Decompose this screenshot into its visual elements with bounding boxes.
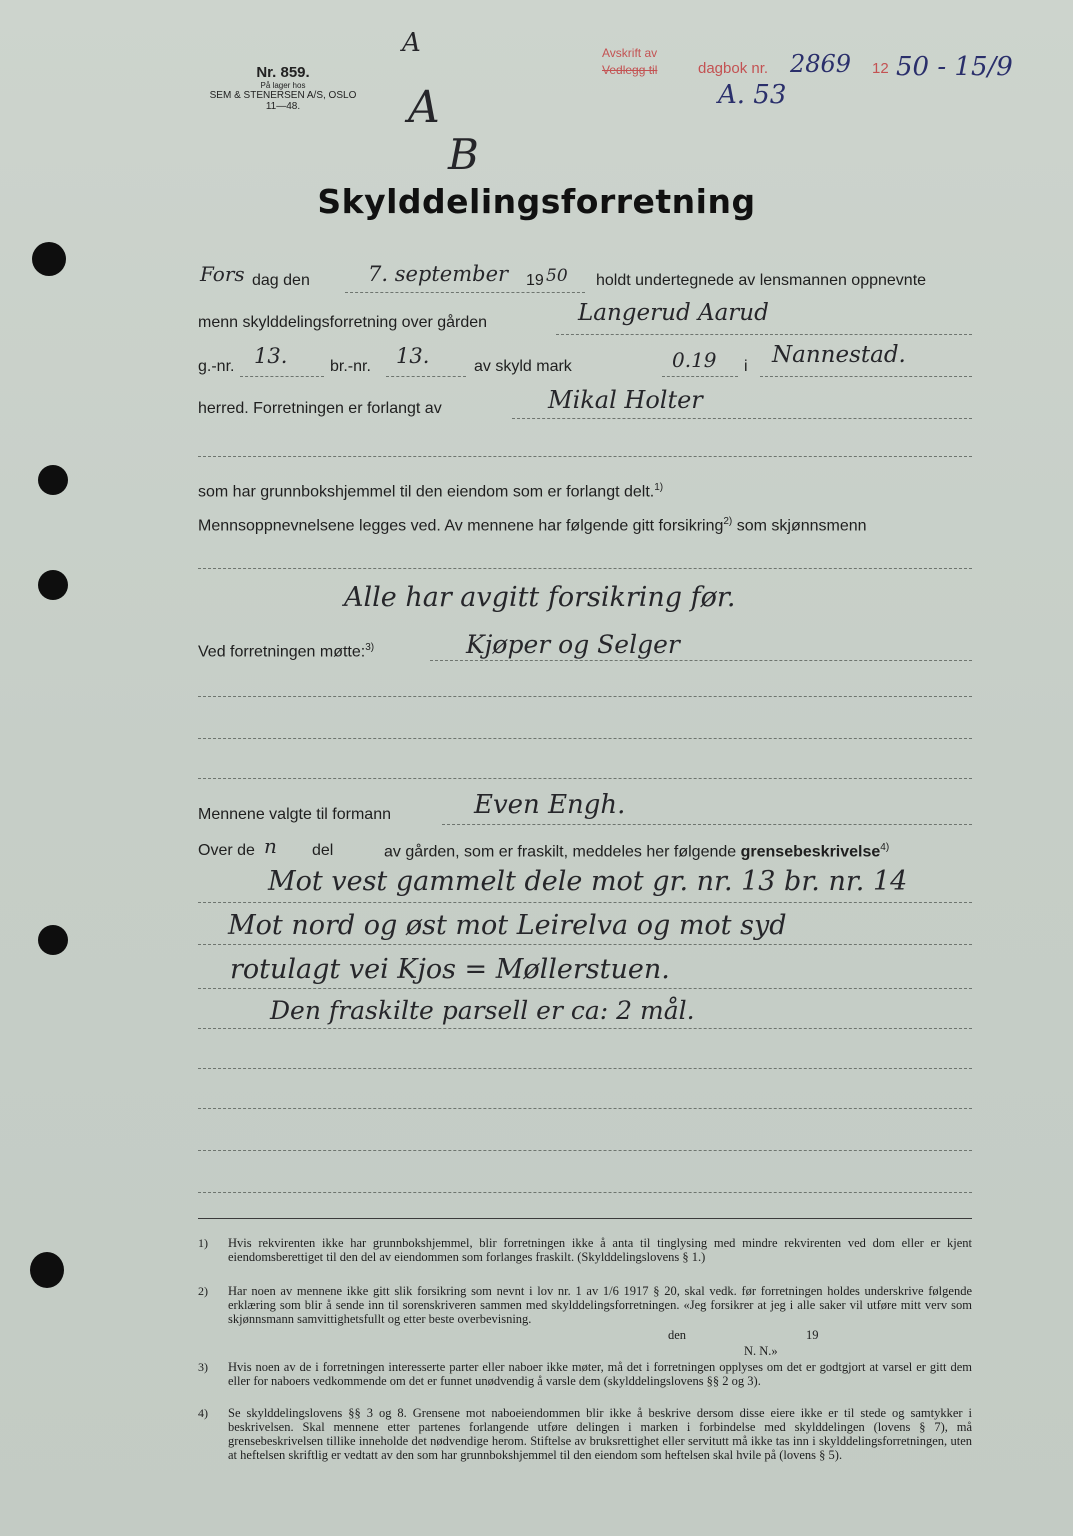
label-forlangt: herred. Forretningen er forlangt av: [198, 400, 442, 417]
form-number: Nr. 859.: [256, 64, 310, 81]
form-rule: [198, 1028, 972, 1029]
stamp-dagbok-suffix: 12: [872, 60, 889, 77]
label-av-gaarden-text: av gården, som er fraskilt, meddeles her følgende: [384, 843, 737, 861]
hw-oath: Alle har avgitt forsikring før.: [344, 582, 736, 613]
hw-skyld: 0.19: [672, 348, 717, 372]
form-rule: [662, 376, 738, 377]
handwritten-mark: B: [448, 130, 479, 179]
text-mennsoppnevnelse: [198, 516, 867, 535]
form-rule: [386, 376, 466, 377]
label-year-prefix: 19: [526, 272, 544, 289]
footnote-sign-year: 19: [806, 1328, 819, 1342]
form-rule: [198, 456, 972, 457]
form-rule: [240, 376, 324, 377]
hw-date: 7. september: [368, 262, 509, 286]
footnote-text: Hvis rekvirenten ikke har grunnbokshjemmel, blir forretningen ikke å anta til tinglysing med mindre rekvirenten ved dom eller er kjent eiendomsberettiget til den del av eiendommen som forlanges fraskilt. (Skylddelingslovens § 1.): [228, 1236, 972, 1264]
form-rule: [430, 660, 972, 661]
stamp-line-2: Vedlegg til: [602, 63, 658, 77]
footnote-ref: 1): [654, 482, 664, 493]
form-rule: [198, 738, 972, 739]
journal-stamp: [592, 46, 1042, 116]
hw-attendees: Kjøper og Selger: [466, 630, 680, 659]
label-i: i: [744, 358, 748, 375]
footnote-sign-nn: N. N.»: [744, 1344, 778, 1358]
hw-chairman: Even Engh.: [474, 790, 626, 820]
form-rule: [198, 1108, 972, 1109]
hw-year: 50: [546, 266, 568, 286]
label-motte: [198, 642, 374, 661]
hw-boundary-line: Mot nord og øst mot Leirelva og mot syd: [228, 910, 787, 941]
form-rule: [198, 902, 972, 903]
footnote-separator: [198, 1218, 972, 1219]
text-mennsoppnevnelse-body: Mennsoppnevnelsene legges ved. Av mennene har følgende gitt forsikring: [198, 517, 724, 535]
hw-bnr: 13.: [396, 344, 430, 368]
form-rule: [556, 334, 972, 335]
form-header: [198, 64, 368, 112]
label-formann: Mennene valgte til formann: [198, 806, 391, 823]
form-rule: [198, 696, 972, 697]
hw-farm: Langerud Aarud: [578, 300, 769, 326]
label-holdt: holdt undertegnede av lensmannen oppnevnte: [596, 272, 927, 289]
stamp-dagbok-number: 2869: [790, 50, 852, 78]
label-del: del: [312, 842, 334, 859]
text-skjonnsmenn: som skjønnsmenn: [732, 517, 867, 535]
form-stock-line: På lager hos: [260, 81, 306, 90]
punch-hole: [32, 242, 66, 276]
punch-hole: [38, 465, 68, 495]
footnote-number: 4): [198, 1406, 208, 1420]
punch-hole: [38, 925, 68, 955]
footnote-ref: 4): [880, 842, 890, 853]
hw-herred: Nannestad.: [772, 342, 906, 368]
hw-boundary-line: Mot vest gammelt dele mot gr. nr. 13 br. nr. 14: [268, 866, 908, 897]
handwritten-mark: A: [408, 82, 440, 133]
hw-weekday: Fors: [200, 262, 245, 286]
text-grunnbokshjemmel-body: som har grunnbokshjemmel til den eiendom som er forlangt delt.: [198, 483, 655, 501]
footnote-number: 3): [198, 1360, 208, 1374]
footnote-sign-den: den: [668, 1328, 687, 1342]
footnote-ref: 2): [723, 516, 733, 527]
hw-gnr: 13.: [254, 344, 288, 368]
hw-boundary-line: rotulagt vei Kjos = Møllerstuen.: [230, 954, 670, 985]
punch-hole: [30, 1252, 64, 1288]
stamp-dagbok-label: dagbok nr.: [698, 60, 769, 77]
form-rule: [198, 1150, 972, 1151]
form-rule: [345, 292, 585, 293]
document-title: Skylddelingsforretning: [317, 182, 756, 221]
label-gaarden: menn skylddelingsforretning over gården: [198, 314, 488, 331]
hw-requester: Mikal Holter: [548, 386, 703, 414]
footnote-number: 1): [198, 1236, 208, 1250]
label-over-de: Over de: [198, 842, 255, 859]
form-rule: [198, 988, 972, 989]
label-bnr: br.-nr.: [330, 358, 371, 375]
form-rule: [198, 568, 972, 569]
form-print-code: 11—48.: [265, 101, 301, 112]
label-dag-den: dag den: [252, 272, 310, 289]
hw-boundary-line: Den fraskilte parsell er ca: 2 mål.: [270, 996, 695, 1025]
stamp-reference: A. 53: [718, 80, 787, 110]
form-rule: [198, 944, 972, 945]
form-rule: [512, 418, 972, 419]
stamp-year-date: 50 - 15/9: [896, 52, 1013, 82]
footnote-number: 2): [198, 1284, 208, 1298]
footnote-text: Har noen av mennene ikke gitt slik forsikring som nevnt i lov nr. 1 av 1/6 1917 § 20, skal vedk. før forretningen holdes underskrive følgende erklæring som blir å sende inn til sorenskriveren sammen med skylddelingsforretningen. «Jeg forsikrer at jeg i alle saker vil utføre mitt verv som skjønnsmann samvittighetsfullt og etter beste overbevisning.: [228, 1284, 972, 1326]
label-av-gaarden: [384, 842, 889, 861]
punch-hole: [38, 570, 68, 600]
hw-over-de-suffix: n: [264, 834, 277, 858]
label-motte-text: Ved forretningen møtte:: [198, 643, 366, 661]
form-rule: [198, 1068, 972, 1069]
footnote-ref: 3): [365, 642, 375, 653]
form-publisher: SEM & STENERSEN A/S, OSLO: [209, 90, 357, 101]
form-rule: [198, 1192, 972, 1193]
handwritten-mark: A: [402, 28, 421, 58]
text-grunnbokshjemmel: [198, 482, 663, 501]
label-grensebeskrivelse: grensebeskrivelse: [740, 843, 881, 861]
footnote-text: Hvis noen av de i forretningen interesserte parter eller naboer ikke møter, må det i forretningen opplyses om det er godtgjort at varsel er gitt dem eller for naboers vedkommende om det er funnet unødvendig å varsle dem (skylddelingslovens §§ 2 og 3).: [228, 1360, 972, 1388]
form-rule: [198, 778, 972, 779]
label-gnr: g.-nr.: [198, 358, 235, 375]
label-skyld: av skyld mark: [474, 358, 572, 375]
stamp-line-1: Avskrift av: [602, 46, 658, 60]
form-rule: [442, 824, 972, 825]
form-rule: [760, 376, 972, 377]
footnote-text: Se skylddelingslovens §§ 3 og 8. Grensene mot naboeiendommen blir ikke å beskrive dersom disse eiere ikke er til stede og samtykker i beskrivelsen. Skal mennene etter partenes forlangende utføre delingen i marken i forbindelse med skylddelingen (lovens § 7), må grensebeskrivelsen tillike inneholde det nødvendige herom. Stiftelse av bruksrettighet eller servitutt må ikke tas inn i skylddelingsforretningen, uten at heftelsen skriftlig er vedtatt av den som har grunnbokshjemmel til den eiendom som heftelsen skal hvile på (lovens § 5).: [228, 1406, 972, 1462]
